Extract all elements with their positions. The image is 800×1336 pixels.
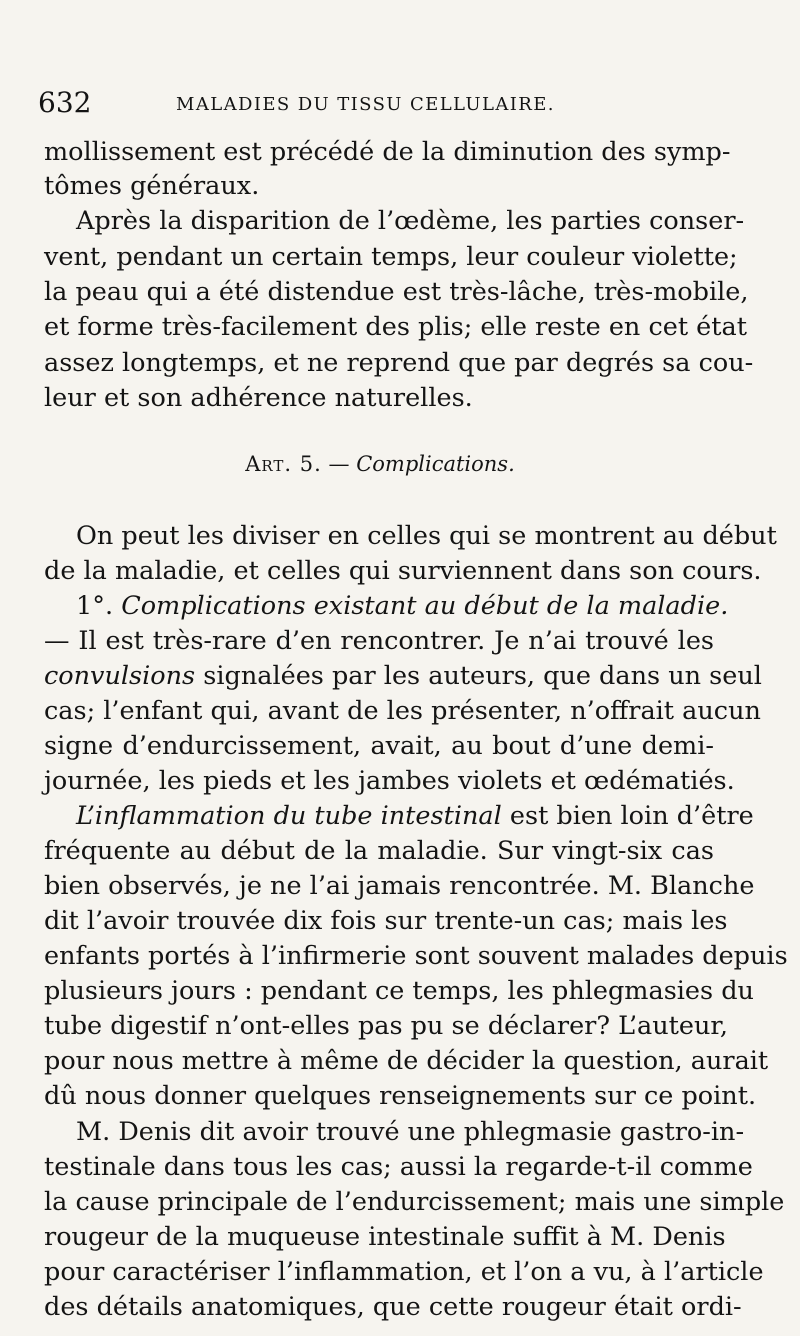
- text-segment: signalées par les auteurs, que dans un seul: [195, 661, 762, 691]
- section-heading: [0, 448, 760, 480]
- text-segment: de la maladie, et celles qui surviennent dans son cours.: [44, 556, 762, 586]
- page-number: 632: [38, 86, 92, 119]
- section-title: Complications.: [356, 452, 515, 476]
- text-segment: 1°.: [76, 591, 122, 621]
- text-line: [44, 833, 714, 869]
- text-line: [44, 134, 731, 170]
- text-line: [44, 1184, 785, 1220]
- text-line: [44, 380, 714, 416]
- text-segment: tômes généraux.: [44, 171, 260, 201]
- text-line: [44, 274, 749, 310]
- text-segment: tube digestif n’ont-elles pas pu se déclarer? L’auteur,: [44, 1011, 728, 1041]
- text-segment: L’inflammation du tube intestinal: [76, 801, 502, 831]
- text-segment: cas; l’enfant qui, avant de les présenter, n’offrait aucun: [44, 696, 761, 726]
- text-line: [44, 1219, 726, 1255]
- page-header: [38, 86, 738, 126]
- text-line: [44, 1043, 769, 1079]
- text-line: [44, 168, 714, 204]
- text-segment: dit l’avoir trouvée dix fois sur trente-un cas; mais les: [44, 906, 728, 936]
- text-line: [44, 658, 762, 694]
- text-line: [44, 1114, 745, 1150]
- text-line: [44, 1254, 764, 1290]
- text-segment: dû nous donner quelques renseignements sur ce point.: [44, 1081, 757, 1111]
- text-segment: On peut les diviser en celles qui se montrent au début: [76, 521, 777, 551]
- text-segment: la cause principale de l’endurcissement; mais une simple: [44, 1187, 785, 1217]
- text-segment: vent, pendant un certain temps, leur couleur violette;: [44, 242, 738, 272]
- text-segment: — Il est très-rare d’en rencontrer. Je n’ai trouvé les: [44, 626, 714, 656]
- text-segment: enfants portés à l’infirmerie sont souvent malades depuis: [44, 941, 788, 971]
- text-line: [44, 309, 747, 345]
- text-line: [44, 1149, 753, 1185]
- article-number: Art. 5.: [245, 452, 322, 476]
- text-line: [44, 1008, 728, 1044]
- text-line: [44, 588, 729, 624]
- text-segment: convulsions: [44, 661, 196, 691]
- text-line: [44, 903, 728, 939]
- text-line: [44, 518, 777, 554]
- text-line: [44, 1289, 742, 1325]
- running-title: MALADIES DU TISSU CELLULAIRE.: [176, 94, 555, 115]
- text-segment: la peau qui a été distendue est très-lâche, très-mobile,: [44, 277, 749, 307]
- text-segment: M. Denis dit avoir trouvé une phlegmasie gastro-in-: [76, 1117, 745, 1147]
- text-line: [44, 798, 754, 834]
- text-segment: leur et son adhérence naturelles.: [44, 383, 473, 413]
- text-segment: testinale dans tous les cas; aussi la regarde-t-il comme: [44, 1152, 753, 1182]
- text-line: [44, 553, 762, 589]
- text-line: [44, 239, 738, 275]
- text-segment: et forme très-facilement des plis; elle reste en cet état: [44, 312, 747, 342]
- text-line: [44, 1078, 757, 1114]
- text-segment: signe d’endurcissement, avait, au bout d’une demi-: [44, 731, 714, 761]
- text-segment: rougeur de la muqueuse intestinale suffit à M. Denis: [44, 1222, 726, 1252]
- text-segment: assez longtemps, et ne reprend que par degrés sa cou-: [44, 348, 754, 378]
- text-line: [44, 345, 754, 381]
- text-line: [44, 623, 714, 659]
- text-segment: bien observés, je ne l’ai jamais rencontrée. M. Blanche: [44, 871, 755, 901]
- text-segment: pour caractériser l’inflammation, et l’on a vu, à l’article: [44, 1257, 764, 1287]
- text-segment: des détails anatomiques, que cette rougeur était ordi-: [44, 1292, 742, 1322]
- text-line: [44, 938, 788, 974]
- text-line: [44, 763, 735, 799]
- text-segment: est bien loin d’être: [501, 801, 754, 831]
- text-segment: journée, les pieds et les jambes violets et œdématiés.: [44, 766, 735, 796]
- text-segment: Après la disparition de l’œdème, les parties conser-: [76, 206, 745, 236]
- text-line: [44, 693, 761, 729]
- text-segment: mollissement est précédé de la diminution des symp-: [44, 137, 731, 167]
- text-segment: pour nous mettre à même de décider la question, aurait: [44, 1046, 769, 1076]
- text-line: [44, 203, 745, 239]
- text-segment: fréquente au début de la maladie. Sur vingt-six cas: [44, 836, 714, 866]
- text-line: [44, 973, 754, 1009]
- text-segment: plusieurs jours : pendant ce temps, les phlegmasies du: [44, 976, 754, 1006]
- heading-dash: —: [328, 452, 350, 476]
- text-line: [44, 728, 714, 764]
- text-segment: Complications existant au début de la maladie.: [121, 591, 729, 621]
- text-line: [44, 868, 755, 904]
